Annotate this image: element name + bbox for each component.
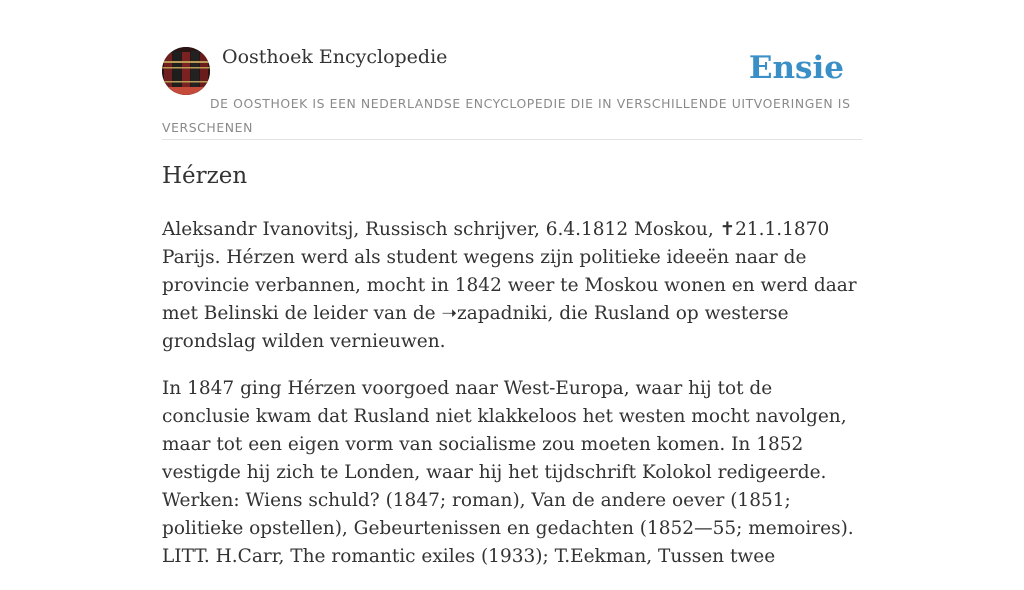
article-paragraph-1: [162, 216, 862, 356]
article-paragraph-2: In 1847 ging Hérzen voorgoed naar West-Europa, waar hij tot de conclusie kwam dat Rusland niet klakkeloos het westen mocht navolgen, maar tot een eigen vorm van socialisme zou moeten komen. In 1852 vestigde hij zich te Londen, waar hij het tijdschrift Kolokol redigeerde. Werken: Wiens schuld? (1847; roman), Van de andere oever (1851; politieke opstellen), Gebeurtenissen en gedachten (1852—55; memoires). LITT. H.Carr, The romantic exiles (1933); T.Eekman, Tussen twee: [162, 378, 854, 567]
header-divider: [162, 139, 862, 140]
paragraph-1-main: 21.1.1870 Parijs. Hérzen werd als student wegens zijn politieke ideeën naar de provincie verbannen, mocht in 1842 weer te Moskou wonen en werd daar met Belinski de leider van de: [162, 219, 857, 324]
site-name[interactable]: Oosthoek Encyclopedie: [222, 46, 448, 68]
zapadniki-link[interactable]: ➝zapadniki: [441, 303, 548, 324]
site-tagline: DE OOSTHOEK IS EEN NEDERLANDSE ENCYCLOPEDIE DIE IN VERSCHILLENDE UITVOERINGEN IS VERSCHENEN: [162, 96, 851, 135]
brand-logo[interactable]: Ensie: [748, 50, 844, 86]
article-body: [162, 216, 862, 590]
book-spines-icon[interactable]: [162, 47, 210, 95]
paragraph-1-end: , die Rusland op westerse grondslag wilden vernieuwen.: [162, 303, 789, 352]
paragraph-1-intro: Aleksandr Ivanovitsj, Russisch schrijver, 6.4.1812 Moskou,: [162, 219, 720, 240]
article-title: Hérzen: [162, 163, 248, 189]
death-symbol: ✝: [719, 219, 736, 240]
